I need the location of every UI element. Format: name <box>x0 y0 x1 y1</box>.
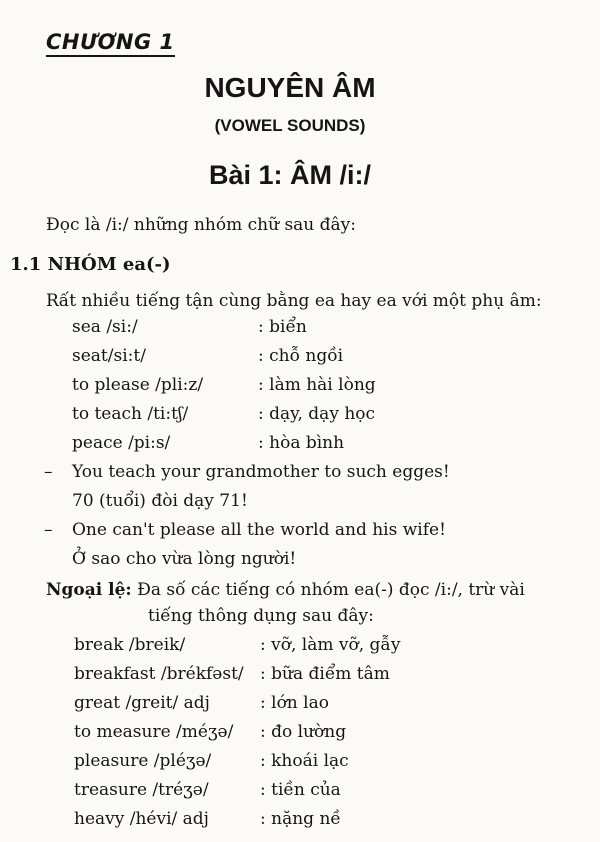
exception-meaning: : bữa điểm tâm <box>260 664 390 684</box>
exception-meaning: : vỡ, làm vỡ, gẫy <box>260 635 401 655</box>
exception-term: treasure /tréʒə/ <box>74 780 209 800</box>
exception-term: breakfast /brékfəst/ <box>74 664 244 684</box>
exception-text-1: Đa số các tiếng có nhóm ea(-) đọc /i:/, trừ vài <box>137 580 525 600</box>
exception-meaning: : tiền của <box>260 780 341 800</box>
word-meaning: : biển <box>258 317 307 337</box>
proverb-english: You teach your grandmother to such egges! <box>72 462 450 482</box>
word-meaning: : hòa bình <box>258 433 345 453</box>
page-subtitle: (VOWEL SOUNDS) <box>214 116 366 135</box>
word-term: seat/si:t/ <box>72 346 146 366</box>
exception-meaning: : lớn lao <box>260 693 329 713</box>
section-intro: Rất nhiều tiếng tận cùng bằng ea hay ea với một phụ âm: <box>46 291 542 311</box>
exception-meaning: : khoái lạc <box>260 751 349 771</box>
exception-term: to measure /méʒə/ <box>74 722 234 742</box>
exception-text-2: tiếng thông dụng sau đây: <box>148 606 374 626</box>
exception-term: great /greit/ adj <box>74 693 210 713</box>
exception-meaning: : nặng nề <box>260 809 341 829</box>
proverb-english: One can't please all the world and his wife! <box>72 520 446 540</box>
exception-term: break /breik/ <box>74 635 186 655</box>
proverb-vietnamese: Ở sao cho vừa lòng người! <box>72 549 297 569</box>
exception-meaning: : đo lường <box>260 722 347 742</box>
page-title: NGUYÊN ÂM <box>204 72 376 103</box>
proverb-dash: – <box>44 520 53 540</box>
section-heading: 1.1 NHÓM ea(-) <box>10 254 171 275</box>
word-term: peace /pi:s/ <box>72 433 171 453</box>
lesson-title: Bài 1: ÂM /i:/ <box>208 160 371 190</box>
intro-text: Đọc là /i:/ những nhóm chữ sau đây: <box>46 215 357 235</box>
proverb-vietnamese: 70 (tuổi) đòi dạy 71! <box>72 491 248 511</box>
proverb-dash: – <box>44 462 53 482</box>
exception-line-1 <box>46 579 525 601</box>
exception-term: pleasure /pléʒə/ <box>74 751 212 771</box>
exception-label: Ngoại lệ: <box>46 580 132 600</box>
exception-term: heavy /hévi/ adj <box>74 809 209 829</box>
word-meaning: : chỗ ngồi <box>258 346 344 366</box>
word-term: sea /si:/ <box>72 317 138 337</box>
word-term: to please /pli:z/ <box>72 375 204 395</box>
word-meaning: : làm hài lòng <box>258 375 376 395</box>
word-meaning: : dạy, dạy học <box>258 404 376 424</box>
chapter-label: CHƯƠNG 1 <box>46 30 175 57</box>
word-term: to teach /ti:tʃ/ <box>72 404 189 424</box>
